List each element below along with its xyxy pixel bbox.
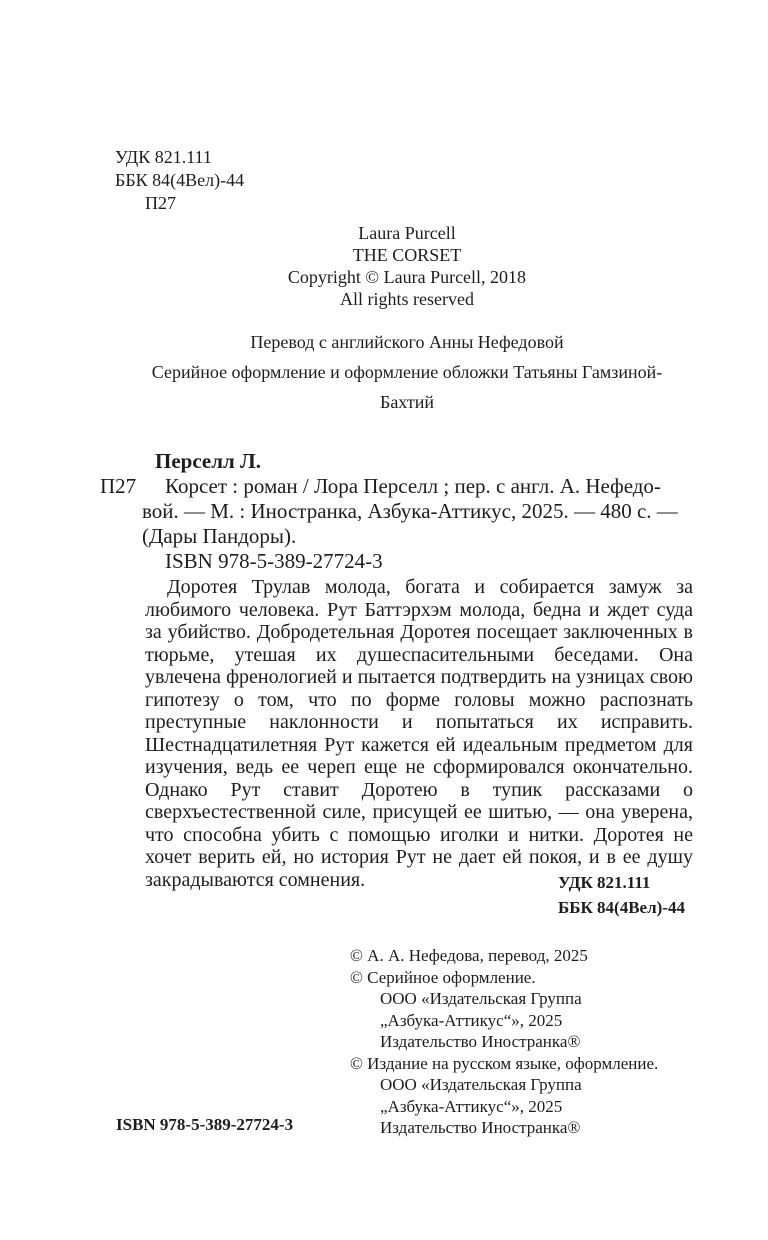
isbn-bottom: ISBN 978-5-389-27724-3 [116, 1115, 294, 1134]
copyright-line: Издательство Иностранка® [380, 1118, 581, 1137]
original-copyright: Copyright © Laura Purcell, 2018 [287, 267, 527, 287]
udk-code-top: УДК 821.111 [115, 147, 212, 167]
card-description [100, 474, 710, 574]
original-title: THE CORSET [352, 245, 462, 265]
card-lines [142, 474, 710, 574]
copyright-line: „Азбука-Аттикус“», 2025 [380, 1010, 563, 1030]
bbk-code-top: ББК 84(4Вел)-44 [115, 170, 245, 190]
bottom-codes-block [558, 870, 685, 920]
card-author-sign: П27 [100, 474, 137, 498]
copyright-line: „Азбука-Аттикус“», 2025 [380, 1096, 563, 1116]
copyright-line: ООО «Издательская Группа [380, 1075, 582, 1094]
design-credit: Серийное оформление и оформление обложки Татьяны Гамзиной-Бахтий [151, 362, 663, 412]
translator-credit: Перевод с английского Анны Нефедовой [250, 332, 564, 352]
credits-block [133, 327, 681, 417]
annotation-text: Доротея Трулав молода, богата и собирается замуж за любимого человека. Рут Баттэрхэм молода, бедна и ждет суда за убийство. Добродетельная Доротея посещает заключенных в тюрьме, утешая их душеспасительными беседами. Она увлечена френологией и пытается подтвердить на узницах свою гипотезу о том, что по форме головы можно распознать преступные наклонности и попытаться их исправить. Шестнадцатилетняя Рут кажется ей идеальным предметом для изучения, ведь ее череп еще не сформировался окончательно. Однако Рут ставит Доротею в тупик рассказами о сверхъестественной силе, присущей ее шитью, — она уверена, что способна убить с помощью иголки и нитки. Доротея не хочет верить ей, но история Рут не дает ей покоя, и в ее душу закрадываются сомнения. [145, 576, 693, 891]
card-line-2: вой. — М. : Иностранка, Азбука-Аттикус, 2025. — 480 с. — [142, 499, 678, 523]
copyright-block [350, 945, 658, 1139]
copyright-line: ООО «Издательская Группа [380, 989, 582, 1008]
copyright-line: © А. А. Нефедова, перевод, 2025 [350, 946, 588, 965]
author-sign-top: П27 [145, 193, 176, 213]
top-codes-block [115, 146, 244, 215]
original-rights: All rights reserved [340, 289, 474, 309]
card-isbn: ISBN 978-5-389-27724-3 [165, 549, 383, 573]
original-author: Laura Purcell [358, 223, 456, 243]
bbk-code-bottom: ББК 84(4Вел)-44 [558, 898, 685, 917]
catalog-card [100, 449, 710, 891]
copyright-line: Издательство Иностранка® [380, 1032, 581, 1051]
card-line-1: Корсет : роман / Лора Перселл ; пер. с англ. А. Нефедо- [165, 474, 661, 498]
card-author: Перселл Л. [155, 449, 261, 473]
copyright-line: © Серийное оформление. [350, 967, 536, 987]
udk-code-bottom: УДК 821.111 [558, 873, 651, 892]
card-line-3: (Дары Пандоры). [142, 524, 297, 548]
original-edition-block [133, 222, 681, 310]
copyright-line: © Издание на русском языке, оформление. [350, 1053, 659, 1073]
